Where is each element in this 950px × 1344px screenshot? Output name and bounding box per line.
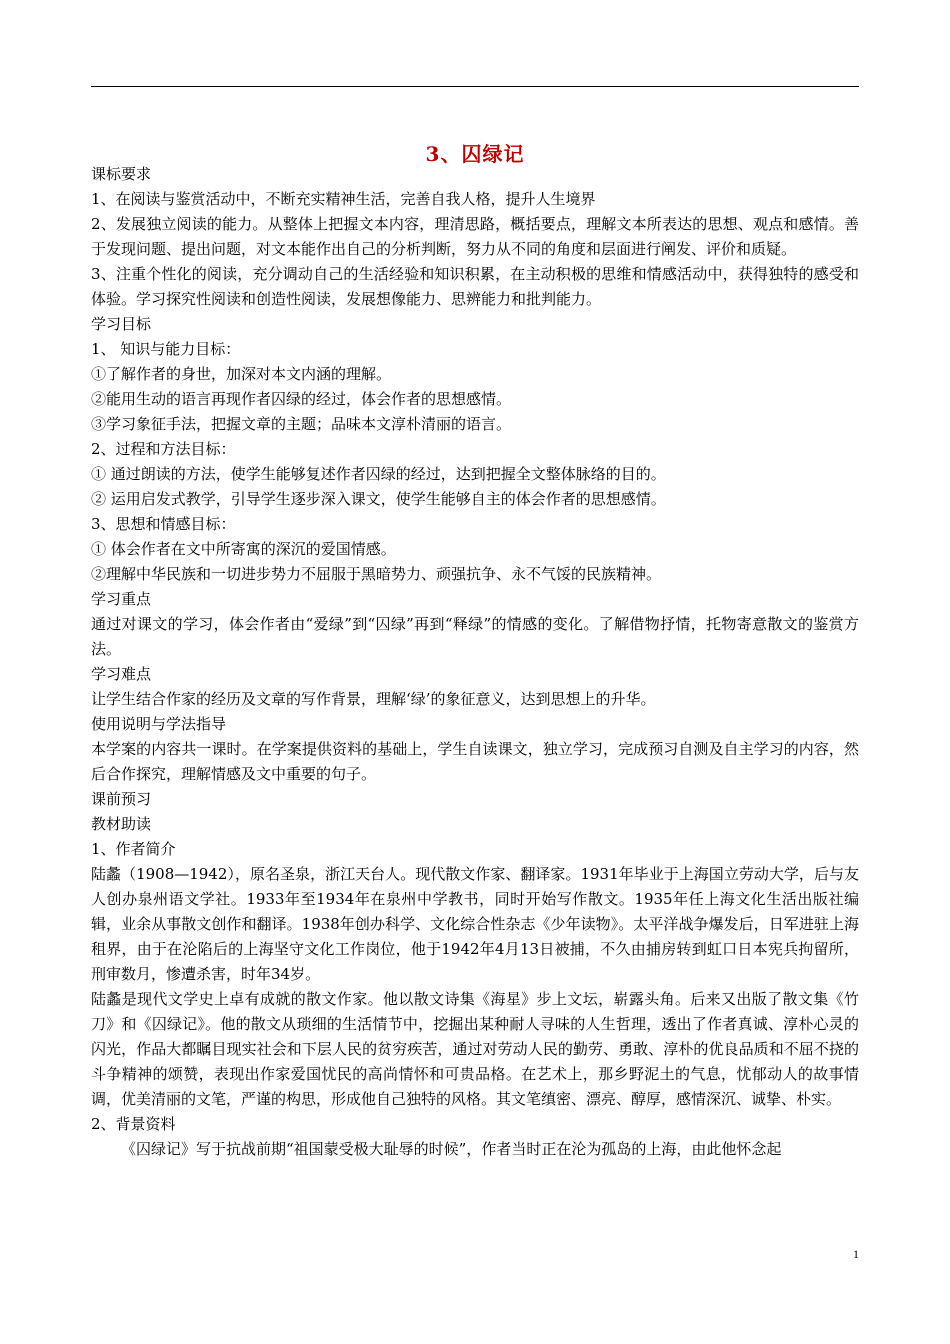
document-body (91, 162, 859, 1162)
objective-item: ① 体会作者在文中所寄寓的深沉的爱国情感。 (91, 540, 396, 558)
author-bio-paragraph: 陆蠡（1908—1942），原名圣泉，浙江天台人。现代散文作家、翻译家。1931年毕业于上海国立劳动大学，后与友人创办泉州语文学社。1933年至1934年在泉州中学教书，同时开始写作散文。1935年任上海文化生活出版社编辑，业余从事散文创作和翻译。1938年创办科学、文化综合性杂志《少年读物》。太平洋战争爆发后，日军进驻上海租界，由于在沦陷后的上海坚守文化工作岗位，他于1942年4月13日被捕，不久由捕房转到虹口日本宪兵拘留所，刑审数月，惨遭杀害，时年34岁。 (91, 865, 859, 983)
requirement-3: 3、注重个性化的阅读，充分调动自己的生活经验和知识积累，在主动积极的思维和情感活动中，获得独特的感受和体验。学习探究性阅读和创造性阅读，发展想像能力、思辨能力和批判能力。 (91, 265, 859, 308)
objective-knowledge-ability: 1、 知识与能力目标： (91, 340, 241, 358)
objective-item: ②理解中华民族和一切进步势力不屈服于黑暗势力、顽强抗争、永不气馁的民族精神。 (91, 565, 662, 583)
key-points-text: 通过对课文的学习，体会作者由“爱绿”到“囚绿”再到“释绿”的情感的变化。了解借物抒情，托物寄意散文的鉴赏方法。 (91, 615, 859, 658)
objective-thought-emotion: 3、思想和情感目标： (91, 515, 236, 533)
objective-process-method: 2、过程和方法目标： (91, 440, 236, 458)
heading-learning-objectives: 学习目标 (91, 315, 152, 333)
objective-item: ②能用生动的语言再现作者囚绿的经过，体会作者的思想感情。 (91, 390, 512, 408)
heading-textbook-aid: 教材助读 (91, 815, 152, 833)
usage-guide-text: 本学案的内容共一课时。在学案提供资料的基础上，学生自读课文，独立学习，完成预习自测及自主学习的内容，然后合作探究，理解情感及文中重要的句子。 (91, 740, 859, 783)
heading-background: 2、背景资料 (91, 1115, 176, 1133)
document-title: 3、囚绿记 (425, 142, 525, 166)
background-paragraph: 《囚绿记》写于抗战前期“祖国蒙受极大耻辱的时候”，作者当时正在沦为孤岛的上海，由此他怀念起 (121, 1140, 782, 1158)
requirement-1: 1、在阅读与鉴赏活动中，不断充实精神生活，完善自我人格，提升人生境界 (91, 190, 596, 208)
heading-preview: 课前预习 (91, 790, 152, 808)
heading-key-points: 学习重点 (91, 590, 152, 608)
header-rule (91, 86, 859, 87)
heading-curriculum-requirements: 课标要求 (91, 165, 152, 183)
difficulties-text: 让学生结合作家的经历及文章的写作背景，理解‘绿’的象征意义，达到思想上的升华。 (91, 690, 656, 708)
objective-item: ①了解作者的身世，加深对本文内涵的理解。 (91, 365, 392, 383)
heading-difficulties: 学习难点 (91, 665, 152, 683)
heading-usage-guide: 使用说明与学法指导 (91, 715, 227, 733)
author-evaluation-paragraph: 陆蠡是现代文学史上卓有成就的散文作家。他以散文诗集《海星》步上文坛，崭露头角。后来又出版了散文集《竹刀》和《囚绿记》。他的散文从琐细的生活情节中，挖掘出某种耐人寻味的人生哲理，透出了作者真诚、淳朴心灵的闪光，作品大都瞩目现实社会和下层人民的贫穷疾苦，通过对劳动人民的勤劳、勇敢、淳朴的优良品质和不屈不挠的斗争精神的颂赞，表现出作家爱国忧民的高尚情怀和可贵品格。在艺术上，那乡野泥土的气息，忧郁动人的故事情调，优美清丽的文笔，严谨的构思，形成他自己独特的风格。其文笔缜密、漂亮、醇厚，感情深沉、诚挚、朴实。 (91, 990, 859, 1108)
objective-item: ③学习象征手法，把握文章的主题；品味本文淳朴清丽的语言。 (91, 415, 512, 433)
objective-item: ② 运用启发式教学，引导学生逐步深入课文，使学生能够自主的体会作者的思想感情。 (91, 490, 666, 508)
page-number: 1 (853, 1247, 859, 1261)
heading-author-intro: 1、作者简介 (91, 840, 176, 858)
requirement-2: 2、发展独立阅读的能力。从整体上把握文本内容，理清思路，概括要点，理解文本所表达的思想、观点和感情。善于发现问题、提出问题，对文本能作出自己的分析判断，努力从不同的角度和层面进行阐发、评价和质疑。 (91, 215, 859, 258)
objective-item: ① 通过朗读的方法，使学生能够复述作者囚绿的经过，达到把握全文整体脉络的目的。 (91, 465, 666, 483)
